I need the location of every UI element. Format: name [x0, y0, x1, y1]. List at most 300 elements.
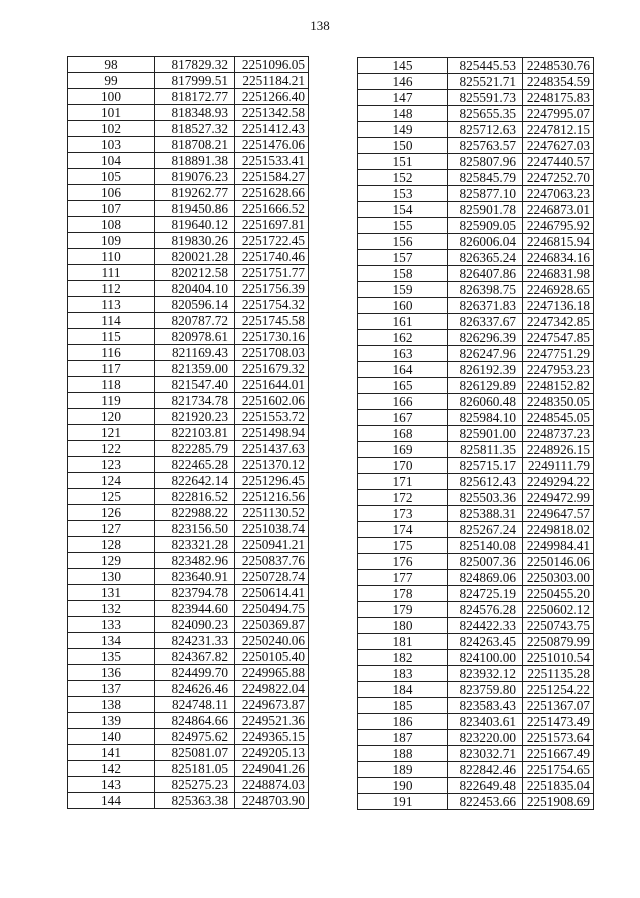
table-row — [358, 138, 594, 154]
table-row — [358, 394, 594, 410]
point-number-cell: 162 — [358, 330, 448, 346]
x-coordinate-cell: 824231.33 — [155, 633, 235, 649]
point-number-cell: 190 — [358, 778, 448, 794]
table-row — [358, 250, 594, 266]
x-coordinate-cell: 822453.66 — [448, 794, 523, 810]
x-coordinate-cell: 826398.75 — [448, 282, 523, 298]
x-coordinate-cell: 825521.71 — [448, 74, 523, 90]
table-row — [358, 762, 594, 778]
table-row — [358, 474, 594, 490]
coordinates-table-right — [357, 57, 594, 810]
point-number-cell: 124 — [68, 473, 155, 489]
table-row — [68, 761, 309, 777]
table-row — [68, 137, 309, 153]
point-number-cell: 169 — [358, 442, 448, 458]
x-coordinate-cell: 826129.89 — [448, 378, 523, 394]
point-number-cell: 141 — [68, 745, 155, 761]
x-coordinate-cell: 825140.08 — [448, 538, 523, 554]
y-coordinate-cell: 2246831.98 — [523, 266, 594, 282]
x-coordinate-cell: 824090.23 — [155, 617, 235, 633]
x-coordinate-cell: 823156.50 — [155, 521, 235, 537]
point-number-cell: 104 — [68, 153, 155, 169]
point-number-cell: 176 — [358, 554, 448, 570]
point-number-cell: 154 — [358, 202, 448, 218]
y-coordinate-cell: 2247812.15 — [523, 122, 594, 138]
x-coordinate-cell: 822988.22 — [155, 505, 235, 521]
x-coordinate-cell: 822103.81 — [155, 425, 235, 441]
point-number-cell: 188 — [358, 746, 448, 762]
table-row — [68, 585, 309, 601]
y-coordinate-cell: 2250941.21 — [235, 537, 309, 553]
x-coordinate-cell: 823944.60 — [155, 601, 235, 617]
point-number-cell: 120 — [68, 409, 155, 425]
y-coordinate-cell: 2251745.58 — [235, 313, 309, 329]
point-number-cell: 135 — [68, 649, 155, 665]
point-number-cell: 114 — [68, 313, 155, 329]
point-number-cell: 149 — [358, 122, 448, 138]
point-number-cell: 125 — [68, 489, 155, 505]
y-coordinate-cell: 2251342.58 — [235, 105, 309, 121]
point-number-cell: 113 — [68, 297, 155, 313]
x-coordinate-cell: 823403.61 — [448, 714, 523, 730]
point-number-cell: 99 — [68, 73, 155, 89]
table-row — [68, 793, 309, 809]
point-number-cell: 139 — [68, 713, 155, 729]
point-number-cell: 189 — [358, 762, 448, 778]
x-coordinate-cell: 825081.07 — [155, 745, 235, 761]
y-coordinate-cell: 2247751.29 — [523, 346, 594, 362]
point-number-cell: 185 — [358, 698, 448, 714]
y-coordinate-cell: 2250494.75 — [235, 601, 309, 617]
y-coordinate-cell: 2251751.77 — [235, 265, 309, 281]
table-row — [358, 586, 594, 602]
x-coordinate-cell: 825591.73 — [448, 90, 523, 106]
table-row — [68, 73, 309, 89]
y-coordinate-cell: 2250614.41 — [235, 585, 309, 601]
point-number-cell: 108 — [68, 217, 155, 233]
table-row — [358, 506, 594, 522]
table-row — [68, 201, 309, 217]
x-coordinate-cell: 821920.23 — [155, 409, 235, 425]
table-row — [68, 169, 309, 185]
table-row — [68, 153, 309, 169]
point-number-cell: 168 — [358, 426, 448, 442]
x-coordinate-cell: 819640.12 — [155, 217, 235, 233]
x-coordinate-cell: 825655.35 — [448, 106, 523, 122]
y-coordinate-cell: 2251708.03 — [235, 345, 309, 361]
point-number-cell: 119 — [68, 393, 155, 409]
y-coordinate-cell: 2249041.26 — [235, 761, 309, 777]
y-coordinate-cell: 2251679.32 — [235, 361, 309, 377]
table-row — [68, 457, 309, 473]
x-coordinate-cell: 818891.38 — [155, 153, 235, 169]
x-coordinate-cell: 820404.10 — [155, 281, 235, 297]
y-coordinate-cell: 2247547.85 — [523, 330, 594, 346]
table-row — [68, 601, 309, 617]
point-number-cell: 164 — [358, 362, 448, 378]
y-coordinate-cell: 2250837.76 — [235, 553, 309, 569]
table-row — [68, 729, 309, 745]
coordinates-table-body — [68, 57, 309, 809]
table-row — [68, 617, 309, 633]
table-row — [358, 122, 594, 138]
point-number-cell: 184 — [358, 682, 448, 698]
y-coordinate-cell: 2251367.07 — [523, 698, 594, 714]
y-coordinate-cell: 2247440.57 — [523, 154, 594, 170]
y-coordinate-cell: 2251756.39 — [235, 281, 309, 297]
y-coordinate-cell: 2251266.40 — [235, 89, 309, 105]
y-coordinate-cell: 2251667.49 — [523, 746, 594, 762]
y-coordinate-cell: 2247252.70 — [523, 170, 594, 186]
table-row — [68, 121, 309, 137]
x-coordinate-cell: 820978.61 — [155, 329, 235, 345]
x-coordinate-cell: 823482.96 — [155, 553, 235, 569]
table-row — [358, 330, 594, 346]
point-number-cell: 109 — [68, 233, 155, 249]
x-coordinate-cell: 821169.43 — [155, 345, 235, 361]
table-row — [68, 249, 309, 265]
x-coordinate-cell: 825388.31 — [448, 506, 523, 522]
y-coordinate-cell: 2248545.05 — [523, 410, 594, 426]
coordinates-table-left — [67, 56, 309, 809]
table-row — [68, 665, 309, 681]
point-number-cell: 165 — [358, 378, 448, 394]
y-coordinate-cell: 2251722.45 — [235, 233, 309, 249]
x-coordinate-cell: 823220.00 — [448, 730, 523, 746]
point-number-cell: 126 — [68, 505, 155, 521]
x-coordinate-cell: 820596.14 — [155, 297, 235, 313]
y-coordinate-cell: 2249111.79 — [523, 458, 594, 474]
table-row — [68, 281, 309, 297]
table-row — [358, 458, 594, 474]
y-coordinate-cell: 2249984.41 — [523, 538, 594, 554]
x-coordinate-cell: 825181.05 — [155, 761, 235, 777]
x-coordinate-cell: 825503.36 — [448, 490, 523, 506]
y-coordinate-cell: 2248350.05 — [523, 394, 594, 410]
y-coordinate-cell: 2250879.99 — [523, 634, 594, 650]
y-coordinate-cell: 2246815.94 — [523, 234, 594, 250]
table-row — [358, 282, 594, 298]
y-coordinate-cell: 2246928.65 — [523, 282, 594, 298]
x-coordinate-cell: 826337.67 — [448, 314, 523, 330]
point-number-cell: 142 — [68, 761, 155, 777]
point-number-cell: 163 — [358, 346, 448, 362]
point-number-cell: 159 — [358, 282, 448, 298]
y-coordinate-cell: 2251553.72 — [235, 409, 309, 425]
point-number-cell: 101 — [68, 105, 155, 121]
y-coordinate-cell: 2249647.57 — [523, 506, 594, 522]
x-coordinate-cell: 818348.93 — [155, 105, 235, 121]
point-number-cell: 117 — [68, 361, 155, 377]
point-number-cell: 110 — [68, 249, 155, 265]
point-number-cell: 103 — [68, 137, 155, 153]
x-coordinate-cell: 821547.40 — [155, 377, 235, 393]
table-row — [68, 569, 309, 585]
y-coordinate-cell: 2249294.22 — [523, 474, 594, 490]
point-number-cell: 144 — [68, 793, 155, 809]
x-coordinate-cell: 824975.62 — [155, 729, 235, 745]
point-number-cell: 129 — [68, 553, 155, 569]
y-coordinate-cell: 2249673.87 — [235, 697, 309, 713]
x-coordinate-cell: 823794.78 — [155, 585, 235, 601]
point-number-cell: 153 — [358, 186, 448, 202]
x-coordinate-cell: 821734.78 — [155, 393, 235, 409]
point-number-cell: 122 — [68, 441, 155, 457]
table-row — [68, 233, 309, 249]
point-number-cell: 167 — [358, 410, 448, 426]
point-number-cell: 130 — [68, 569, 155, 585]
table-row — [68, 425, 309, 441]
y-coordinate-cell: 2249965.88 — [235, 665, 309, 681]
table-row — [358, 490, 594, 506]
x-coordinate-cell: 825811.35 — [448, 442, 523, 458]
table-row — [358, 202, 594, 218]
y-coordinate-cell: 2251740.46 — [235, 249, 309, 265]
x-coordinate-cell: 820212.58 — [155, 265, 235, 281]
table-row — [68, 521, 309, 537]
y-coordinate-cell: 2251437.63 — [235, 441, 309, 457]
y-coordinate-cell: 2251473.49 — [523, 714, 594, 730]
table-row — [358, 714, 594, 730]
table-row — [68, 745, 309, 761]
y-coordinate-cell: 2251184.21 — [235, 73, 309, 89]
y-coordinate-cell: 2248530.76 — [523, 58, 594, 74]
x-coordinate-cell: 820021.28 — [155, 249, 235, 265]
table-row — [68, 89, 309, 105]
y-coordinate-cell: 2250743.75 — [523, 618, 594, 634]
x-coordinate-cell: 825901.00 — [448, 426, 523, 442]
x-coordinate-cell: 822649.48 — [448, 778, 523, 794]
table-row — [358, 378, 594, 394]
x-coordinate-cell: 825909.05 — [448, 218, 523, 234]
y-coordinate-cell: 2251628.66 — [235, 185, 309, 201]
x-coordinate-cell: 825363.38 — [155, 793, 235, 809]
table-row — [68, 681, 309, 697]
x-coordinate-cell: 825445.53 — [448, 58, 523, 74]
y-coordinate-cell: 2249365.15 — [235, 729, 309, 745]
x-coordinate-cell: 826407.86 — [448, 266, 523, 282]
point-number-cell: 146 — [358, 74, 448, 90]
y-coordinate-cell: 2251602.06 — [235, 393, 309, 409]
x-coordinate-cell: 822465.28 — [155, 457, 235, 473]
x-coordinate-cell: 825845.79 — [448, 170, 523, 186]
table-row — [358, 362, 594, 378]
y-coordinate-cell: 2250303.00 — [523, 570, 594, 586]
x-coordinate-cell: 823032.71 — [448, 746, 523, 762]
point-number-cell: 182 — [358, 650, 448, 666]
x-coordinate-cell: 825612.43 — [448, 474, 523, 490]
point-number-cell: 172 — [358, 490, 448, 506]
point-number-cell: 183 — [358, 666, 448, 682]
point-number-cell: 127 — [68, 521, 155, 537]
table-row — [358, 266, 594, 282]
table-row — [358, 794, 594, 810]
y-coordinate-cell: 2251096.05 — [235, 57, 309, 73]
point-number-cell: 136 — [68, 665, 155, 681]
y-coordinate-cell: 2251908.69 — [523, 794, 594, 810]
point-number-cell: 106 — [68, 185, 155, 201]
point-number-cell: 145 — [358, 58, 448, 74]
coordinates-table-body — [358, 58, 594, 810]
point-number-cell: 177 — [358, 570, 448, 586]
table-row — [358, 538, 594, 554]
point-number-cell: 170 — [358, 458, 448, 474]
point-number-cell: 157 — [358, 250, 448, 266]
x-coordinate-cell: 826247.96 — [448, 346, 523, 362]
point-number-cell: 102 — [68, 121, 155, 137]
table-row — [68, 185, 309, 201]
table-row — [68, 649, 309, 665]
point-number-cell: 187 — [358, 730, 448, 746]
y-coordinate-cell: 2251296.45 — [235, 473, 309, 489]
table-row — [358, 522, 594, 538]
x-coordinate-cell: 824626.46 — [155, 681, 235, 697]
y-coordinate-cell: 2248874.03 — [235, 777, 309, 793]
y-coordinate-cell: 2251254.22 — [523, 682, 594, 698]
y-coordinate-cell: 2247627.03 — [523, 138, 594, 154]
table-row — [358, 698, 594, 714]
x-coordinate-cell: 823640.91 — [155, 569, 235, 585]
table-row — [68, 713, 309, 729]
point-number-cell: 179 — [358, 602, 448, 618]
y-coordinate-cell: 2248737.23 — [523, 426, 594, 442]
y-coordinate-cell: 2249822.04 — [235, 681, 309, 697]
point-number-cell: 148 — [358, 106, 448, 122]
table-row — [358, 410, 594, 426]
y-coordinate-cell: 2246795.92 — [523, 218, 594, 234]
point-number-cell: 132 — [68, 601, 155, 617]
x-coordinate-cell: 818527.32 — [155, 121, 235, 137]
y-coordinate-cell: 2247063.23 — [523, 186, 594, 202]
x-coordinate-cell: 819262.77 — [155, 185, 235, 201]
point-number-cell: 186 — [358, 714, 448, 730]
y-coordinate-cell: 2251498.94 — [235, 425, 309, 441]
y-coordinate-cell: 2251730.16 — [235, 329, 309, 345]
x-coordinate-cell: 824576.28 — [448, 602, 523, 618]
y-coordinate-cell: 2248926.15 — [523, 442, 594, 458]
x-coordinate-cell: 818172.77 — [155, 89, 235, 105]
y-coordinate-cell: 2248175.83 — [523, 90, 594, 106]
x-coordinate-cell: 825007.36 — [448, 554, 523, 570]
table-row — [68, 409, 309, 425]
table-row — [358, 682, 594, 698]
y-coordinate-cell: 2251835.04 — [523, 778, 594, 794]
point-number-cell: 178 — [358, 586, 448, 602]
x-coordinate-cell: 824725.19 — [448, 586, 523, 602]
table-row — [358, 730, 594, 746]
table-row — [358, 218, 594, 234]
point-number-cell: 143 — [68, 777, 155, 793]
point-number-cell: 152 — [358, 170, 448, 186]
table-row — [358, 570, 594, 586]
y-coordinate-cell: 2250105.40 — [235, 649, 309, 665]
table-row — [358, 346, 594, 362]
point-number-cell: 105 — [68, 169, 155, 185]
x-coordinate-cell: 825763.57 — [448, 138, 523, 154]
point-number-cell: 100 — [68, 89, 155, 105]
y-coordinate-cell: 2247995.07 — [523, 106, 594, 122]
y-coordinate-cell: 2251697.81 — [235, 217, 309, 233]
y-coordinate-cell: 2250728.74 — [235, 569, 309, 585]
table-row — [68, 297, 309, 313]
point-number-cell: 151 — [358, 154, 448, 170]
table-row — [358, 170, 594, 186]
table-row — [358, 618, 594, 634]
x-coordinate-cell: 817999.51 — [155, 73, 235, 89]
table-row — [358, 554, 594, 570]
y-coordinate-cell: 2249205.13 — [235, 745, 309, 761]
table-row — [68, 265, 309, 281]
table-row — [358, 58, 594, 74]
y-coordinate-cell: 2247136.18 — [523, 298, 594, 314]
x-coordinate-cell: 817829.32 — [155, 57, 235, 73]
point-number-cell: 134 — [68, 633, 155, 649]
table-row — [358, 186, 594, 202]
point-number-cell: 166 — [358, 394, 448, 410]
table-row — [358, 74, 594, 90]
x-coordinate-cell: 824499.70 — [155, 665, 235, 681]
x-coordinate-cell: 826192.39 — [448, 362, 523, 378]
x-coordinate-cell: 823759.80 — [448, 682, 523, 698]
point-number-cell: 174 — [358, 522, 448, 538]
table-row — [68, 393, 309, 409]
table-row — [68, 553, 309, 569]
table-row — [68, 537, 309, 553]
point-number-cell: 191 — [358, 794, 448, 810]
x-coordinate-cell: 825901.78 — [448, 202, 523, 218]
table-row — [68, 313, 309, 329]
table-row — [68, 697, 309, 713]
x-coordinate-cell: 822842.46 — [448, 762, 523, 778]
table-row — [358, 106, 594, 122]
table-row — [358, 746, 594, 762]
y-coordinate-cell: 2246834.16 — [523, 250, 594, 266]
page-number: 138 — [310, 18, 330, 33]
point-number-cell: 137 — [68, 681, 155, 697]
point-number-cell: 98 — [68, 57, 155, 73]
x-coordinate-cell: 824864.66 — [155, 713, 235, 729]
table-row — [68, 377, 309, 393]
table-row — [68, 441, 309, 457]
y-coordinate-cell: 2251010.54 — [523, 650, 594, 666]
y-coordinate-cell: 2250240.06 — [235, 633, 309, 649]
y-coordinate-cell: 2251533.41 — [235, 153, 309, 169]
point-number-cell: 133 — [68, 617, 155, 633]
y-coordinate-cell: 2251412.43 — [235, 121, 309, 137]
x-coordinate-cell: 824367.82 — [155, 649, 235, 665]
x-coordinate-cell: 826060.48 — [448, 394, 523, 410]
x-coordinate-cell: 825984.10 — [448, 410, 523, 426]
y-coordinate-cell: 2250602.12 — [523, 602, 594, 618]
table-row — [358, 442, 594, 458]
y-coordinate-cell: 2251216.56 — [235, 489, 309, 505]
y-coordinate-cell: 2251476.06 — [235, 137, 309, 153]
table-row — [68, 345, 309, 361]
y-coordinate-cell: 2246873.01 — [523, 202, 594, 218]
x-coordinate-cell: 822642.14 — [155, 473, 235, 489]
table-row — [68, 777, 309, 793]
table-row — [358, 298, 594, 314]
y-coordinate-cell: 2250146.06 — [523, 554, 594, 570]
table-row — [358, 650, 594, 666]
y-coordinate-cell: 2247342.85 — [523, 314, 594, 330]
y-coordinate-cell: 2251666.52 — [235, 201, 309, 217]
point-number-cell: 107 — [68, 201, 155, 217]
y-coordinate-cell: 2251370.12 — [235, 457, 309, 473]
x-coordinate-cell: 823583.43 — [448, 698, 523, 714]
y-coordinate-cell: 2251754.32 — [235, 297, 309, 313]
x-coordinate-cell: 818708.21 — [155, 137, 235, 153]
